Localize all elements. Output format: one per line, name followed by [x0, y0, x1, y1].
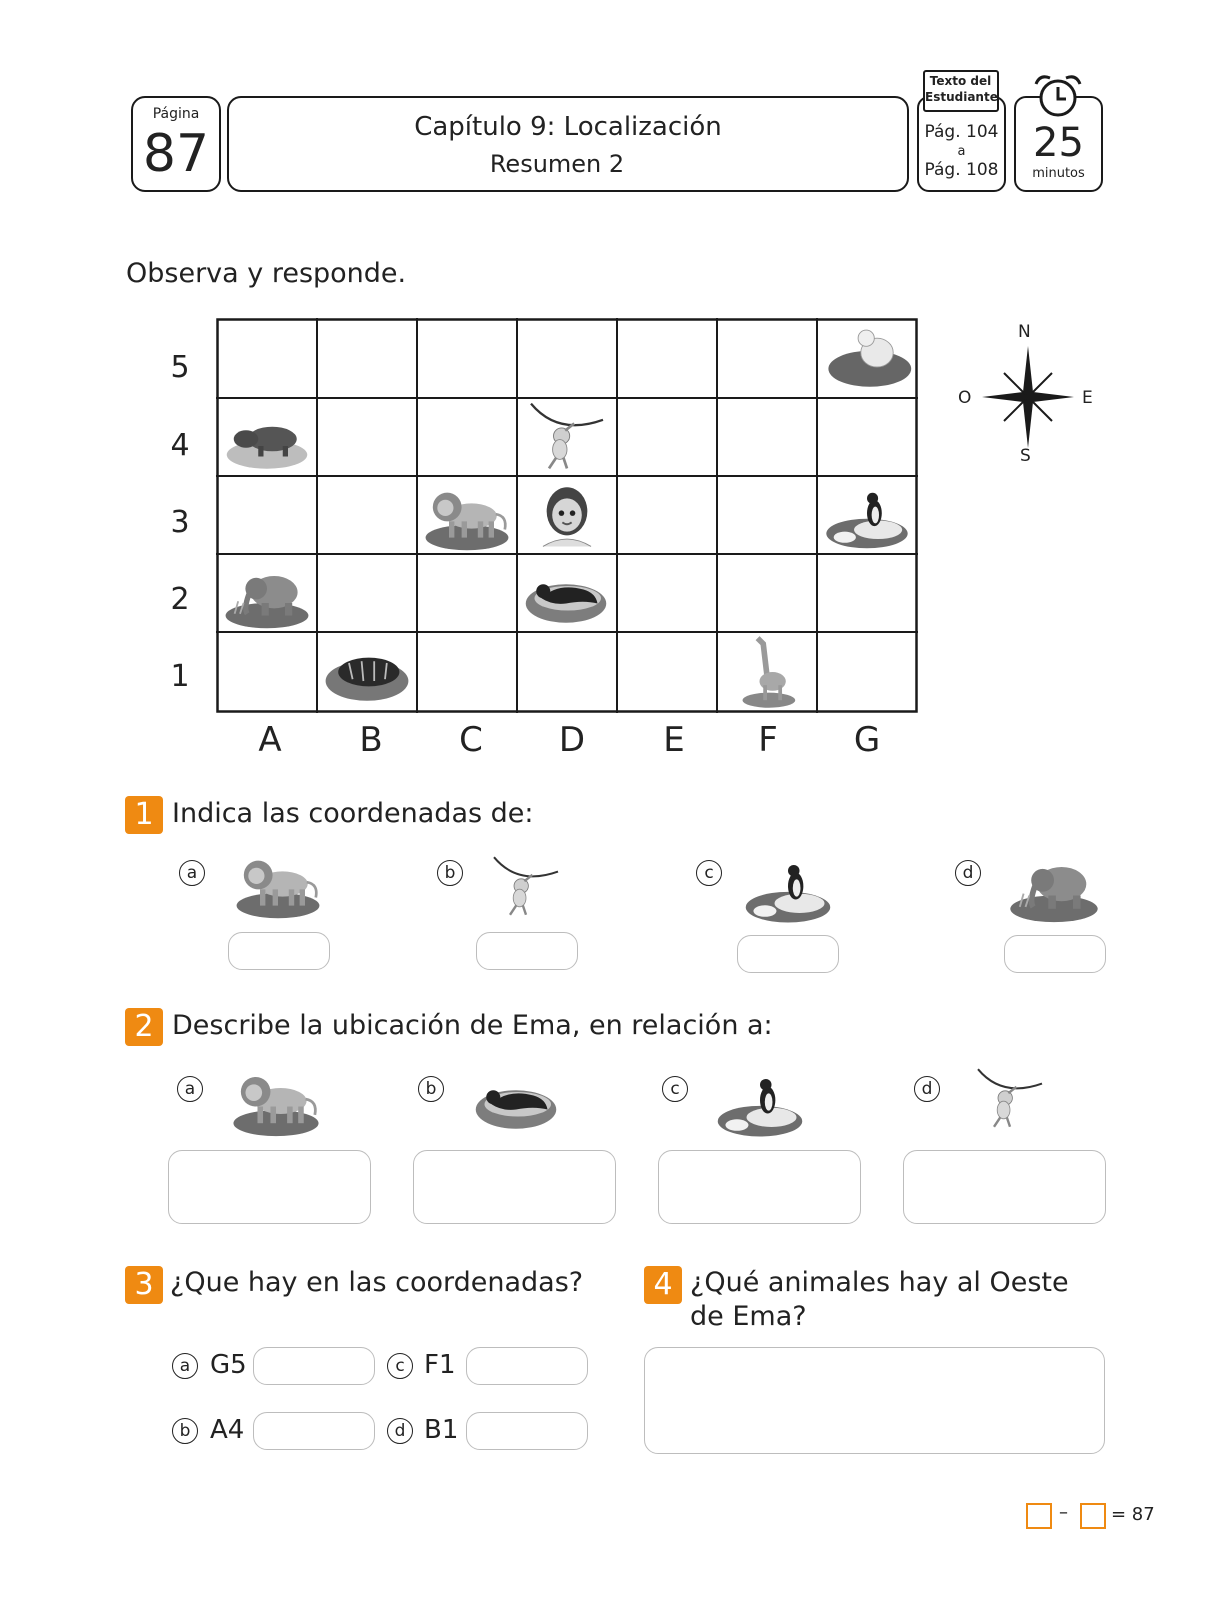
chapter-title-box: [227, 96, 909, 192]
summary-subtitle: Resumen 2: [489, 150, 625, 178]
q3b-letter: b: [172, 1418, 198, 1444]
compass-north: N: [1018, 322, 1031, 342]
col-label-f: F: [758, 720, 778, 760]
q1d-answer-field[interactable]: [1004, 935, 1106, 973]
q3a-answer-field[interactable]: [253, 1347, 375, 1385]
q4-badge: 4: [644, 1266, 682, 1304]
pages-to: Pág. 108: [924, 160, 999, 180]
q4-answer-field[interactable]: [644, 1347, 1105, 1454]
q1a-answer-field[interactable]: [228, 932, 330, 970]
time-value: 25: [1033, 120, 1084, 166]
q1d-letter: d: [955, 860, 981, 886]
q4-text-line2: de Ema?: [690, 1301, 807, 1332]
col-label-b: B: [359, 720, 383, 760]
compass-west: O: [958, 388, 972, 408]
book-icon: [923, 70, 999, 112]
time-unit: minutos: [1032, 166, 1085, 181]
q2c-answer-field[interactable]: [658, 1150, 861, 1224]
pages-a: a: [957, 144, 966, 159]
page-label: Página: [152, 106, 200, 122]
q1a-lion-icon: [228, 848, 328, 920]
q1a-letter: a: [179, 860, 205, 886]
pages-from: Pág. 104: [924, 122, 999, 142]
chapter-title: Capítulo 9: Localización: [414, 112, 722, 142]
q3d-letter: d: [387, 1418, 413, 1444]
q3d-coord: B1: [424, 1415, 459, 1445]
q2-badge: 2: [125, 1008, 163, 1046]
q2-text: Describe la ubicación de Ema, en relación a:: [172, 1010, 773, 1041]
row-label-4: 4: [170, 428, 190, 463]
col-label-e: E: [663, 720, 685, 760]
compass-south: S: [1020, 446, 1031, 466]
coordinate-grid: [216, 318, 918, 713]
q2a-answer-field[interactable]: [168, 1150, 371, 1224]
q3d-answer-field[interactable]: [466, 1412, 588, 1450]
col-label-a: A: [258, 720, 282, 760]
seal-icon: [526, 584, 607, 623]
q1b-letter: b: [437, 860, 463, 886]
q3c-coord: F1: [424, 1350, 456, 1380]
q2a-letter: a: [177, 1076, 203, 1102]
page-number: 87: [142, 124, 210, 184]
col-label-d: D: [558, 720, 586, 760]
footer-equals-page: = 87: [1111, 1504, 1155, 1525]
q2b-seal-icon: [466, 1064, 566, 1134]
alarm-clock-icon: [1030, 72, 1086, 118]
q2d-letter: d: [914, 1076, 940, 1102]
row-label-3: 3: [170, 505, 190, 540]
q3c-letter: c: [387, 1353, 413, 1379]
q2b-answer-field[interactable]: [413, 1150, 616, 1224]
col-label-g: G: [853, 720, 881, 760]
q2c-letter: c: [662, 1076, 688, 1102]
instruction-text: Observa y responde.: [126, 258, 407, 289]
q3-badge: 3: [125, 1266, 163, 1304]
q3c-answer-field[interactable]: [466, 1347, 588, 1385]
q3a-coord: G5: [210, 1350, 247, 1380]
q2b-letter: b: [418, 1076, 444, 1102]
col-label-c: C: [459, 720, 483, 760]
q1b-answer-field[interactable]: [476, 932, 578, 970]
q1-badge: 1: [125, 796, 163, 834]
q1c-penguin-icon: [740, 848, 836, 928]
q3a-letter: a: [172, 1353, 198, 1379]
q1c-answer-field[interactable]: [737, 935, 839, 973]
q3b-coord: A4: [210, 1415, 245, 1445]
book-label-2: Estudiante: [925, 90, 998, 104]
q3-text: ¿Que hay en las coordenadas?: [170, 1267, 584, 1298]
q2d-answer-field[interactable]: [903, 1150, 1106, 1224]
row-label-2: 2: [170, 582, 190, 617]
q1-text: Indica las coordenadas de:: [172, 798, 534, 829]
q2a-lion-icon: [226, 1064, 326, 1138]
q1d-elephant-icon: [1004, 848, 1104, 924]
q1b-monkey-icon: [486, 846, 566, 926]
q2d-monkey-icon: [970, 1058, 1050, 1138]
q1c-letter: c: [696, 860, 722, 886]
compass-rose-icon: [978, 342, 1078, 452]
page-number-box: [131, 96, 221, 192]
footer-checkbox-1[interactable]: [1026, 1503, 1052, 1529]
footer-minus: –: [1059, 1502, 1068, 1523]
footer-checkbox-2[interactable]: [1080, 1503, 1106, 1529]
q4-text-line1: ¿Qué animales hay al Oeste: [690, 1267, 1069, 1298]
compass-east: E: [1082, 388, 1093, 408]
q3b-answer-field[interactable]: [253, 1412, 375, 1450]
row-label-1: 1: [170, 659, 190, 694]
book-label-1: Texto del: [929, 74, 992, 88]
row-label-5: 5: [170, 350, 190, 385]
q2c-penguin-icon: [712, 1062, 808, 1142]
